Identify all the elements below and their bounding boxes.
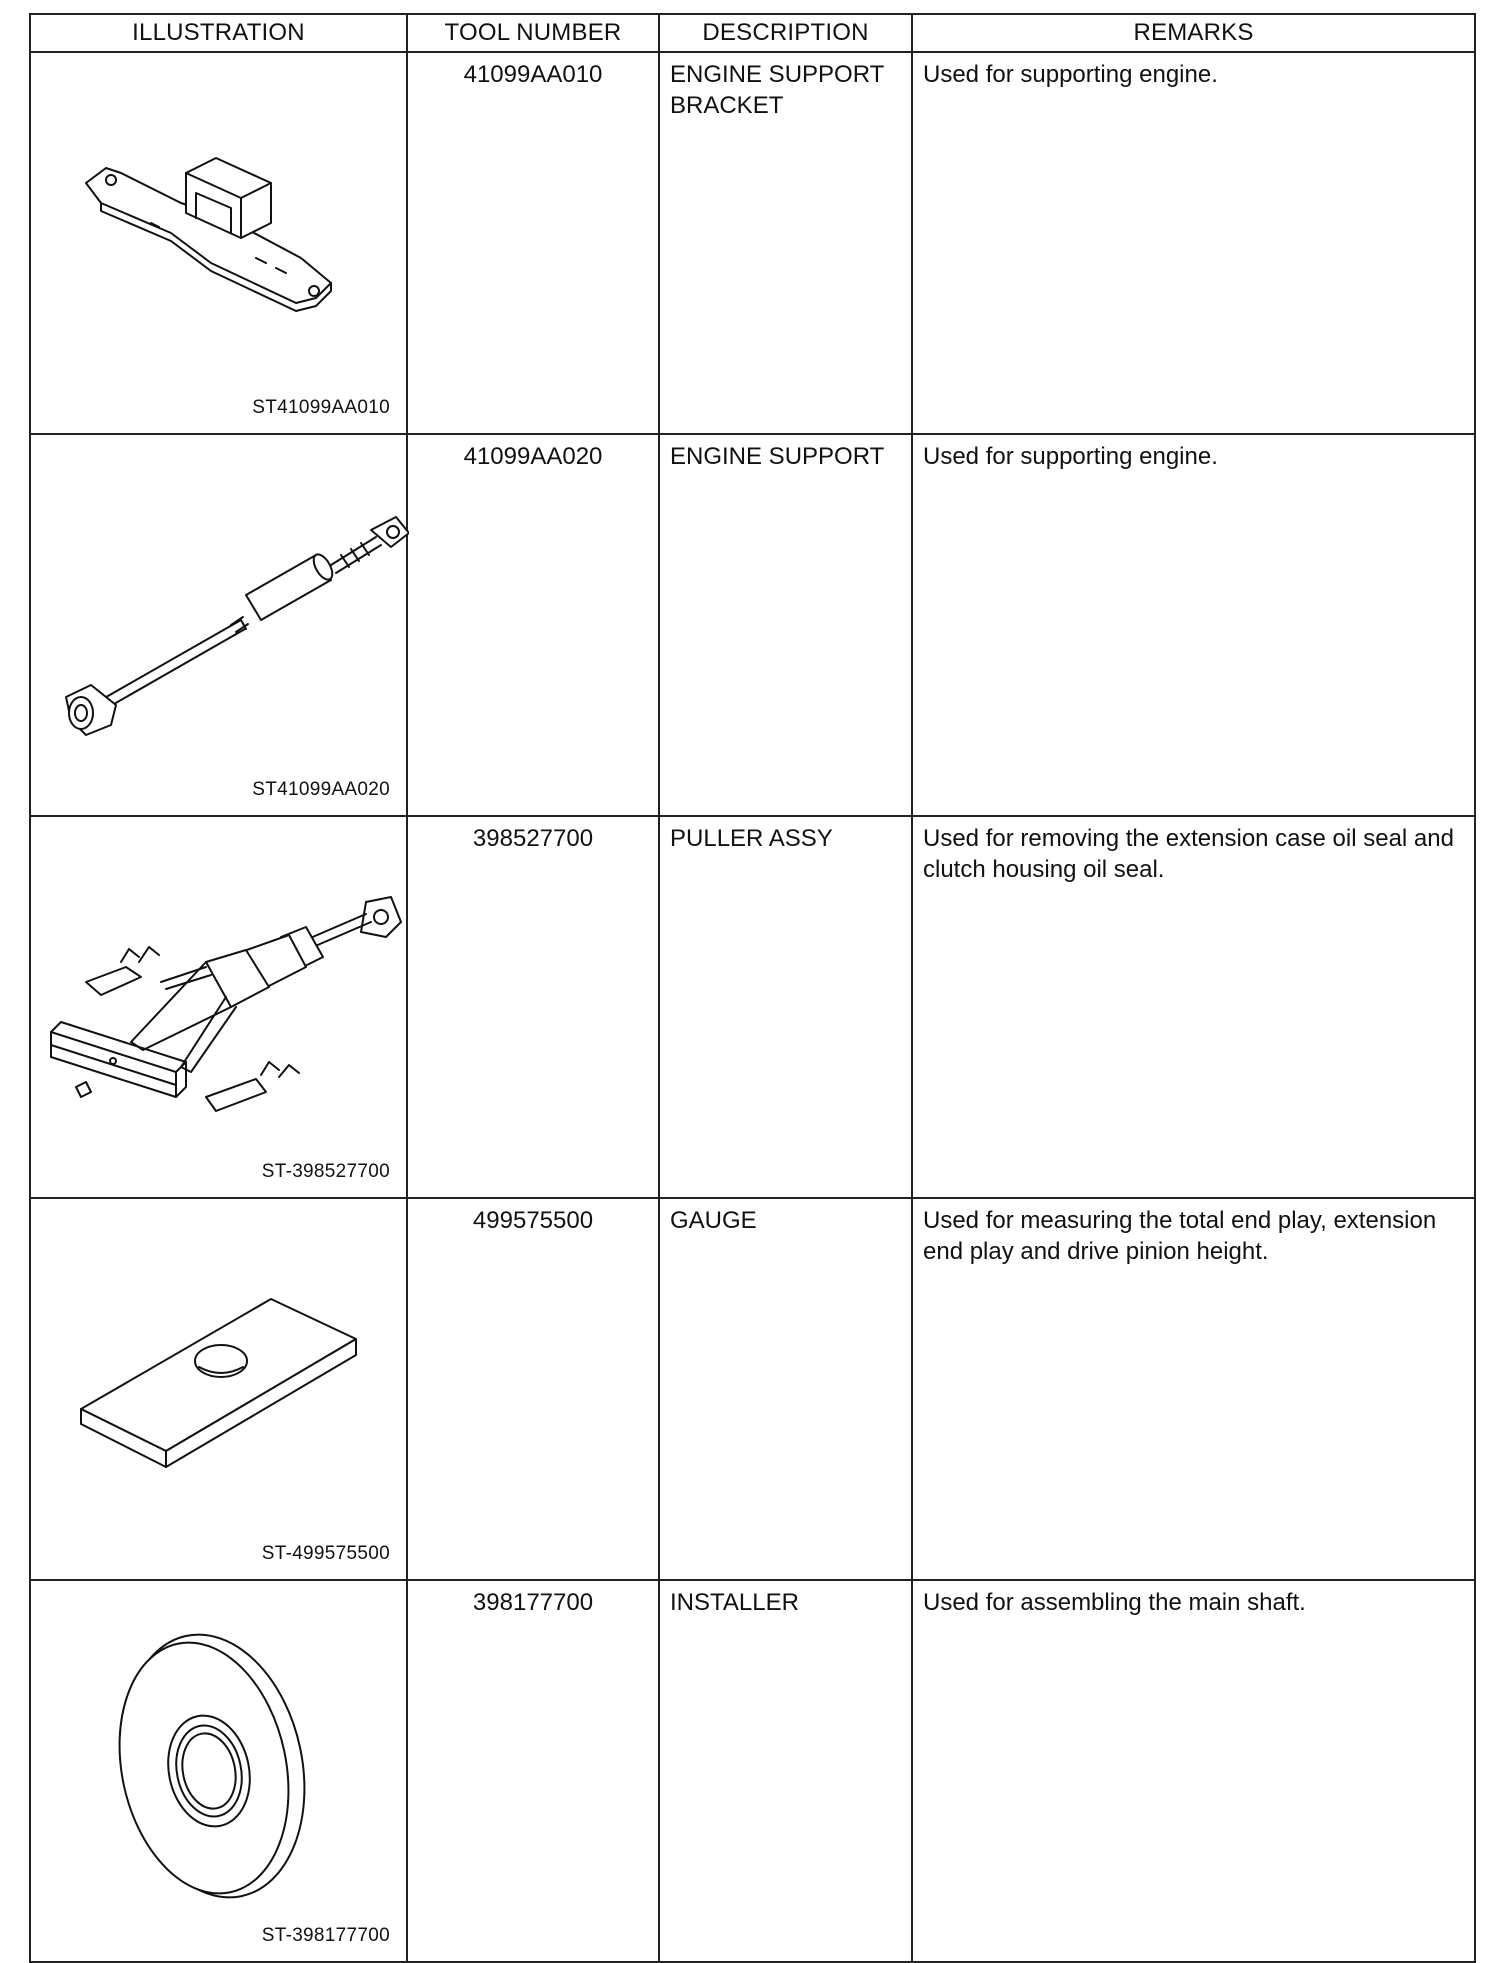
illustration-code: ST41099AA010 xyxy=(252,397,390,418)
special-tools-table xyxy=(29,13,1476,1963)
header-description: DESCRIPTION xyxy=(659,14,912,52)
header-illustration: ILLUSTRATION xyxy=(30,14,407,52)
tool-number-cell: 499575500 xyxy=(407,1198,659,1580)
description-cell: INSTALLER xyxy=(659,1580,912,1962)
remarks-cell: Used for supporting engine. xyxy=(912,52,1475,434)
table-row xyxy=(30,434,1475,816)
engine-support-bracket-drawing xyxy=(31,53,409,413)
illustration-cell xyxy=(30,816,407,1198)
illustration-cell xyxy=(30,1198,407,1580)
table-row xyxy=(30,816,1475,1198)
gauge-plate-drawing xyxy=(31,1199,409,1559)
puller-assembly-drawing xyxy=(31,817,409,1177)
illustration-cell xyxy=(30,52,407,434)
illustration-cell xyxy=(30,434,407,816)
tool-number-cell: 41099AA010 xyxy=(407,52,659,434)
installer-disc-drawing xyxy=(31,1581,409,1941)
table-row xyxy=(30,52,1475,434)
engine-support-rod-drawing xyxy=(31,435,409,795)
tool-number-cell: 398527700 xyxy=(407,816,659,1198)
illustration-code: ST41099AA020 xyxy=(252,779,390,800)
illustration-code: ST-398527700 xyxy=(261,1161,390,1182)
remarks-cell: Used for supporting engine. xyxy=(912,434,1475,816)
table-header-row xyxy=(30,14,1475,52)
description-cell: ENGINE SUPPORT xyxy=(659,434,912,816)
table-row xyxy=(30,1580,1475,1962)
illustration-code: ST-398177700 xyxy=(261,1925,390,1946)
remarks-cell: Used for measuring the total end play, extension end play and drive pinion height. xyxy=(912,1198,1475,1580)
remarks-cell: Used for assembling the main shaft. xyxy=(912,1580,1475,1962)
illustration-code: ST-499575500 xyxy=(261,1543,390,1564)
header-tool-number: TOOL NUMBER xyxy=(407,14,659,52)
description-cell: GAUGE xyxy=(659,1198,912,1580)
tool-number-cell: 398177700 xyxy=(407,1580,659,1962)
description-cell: ENGINE SUPPORT BRACKET xyxy=(659,52,912,434)
tool-number-cell: 41099AA020 xyxy=(407,434,659,816)
illustration-cell xyxy=(30,1580,407,1962)
header-remarks: REMARKS xyxy=(912,14,1475,52)
remarks-cell: Used for removing the extension case oil seal and clutch housing oil seal. xyxy=(912,816,1475,1198)
description-cell: PULLER ASSY xyxy=(659,816,912,1198)
table-row xyxy=(30,1198,1475,1580)
